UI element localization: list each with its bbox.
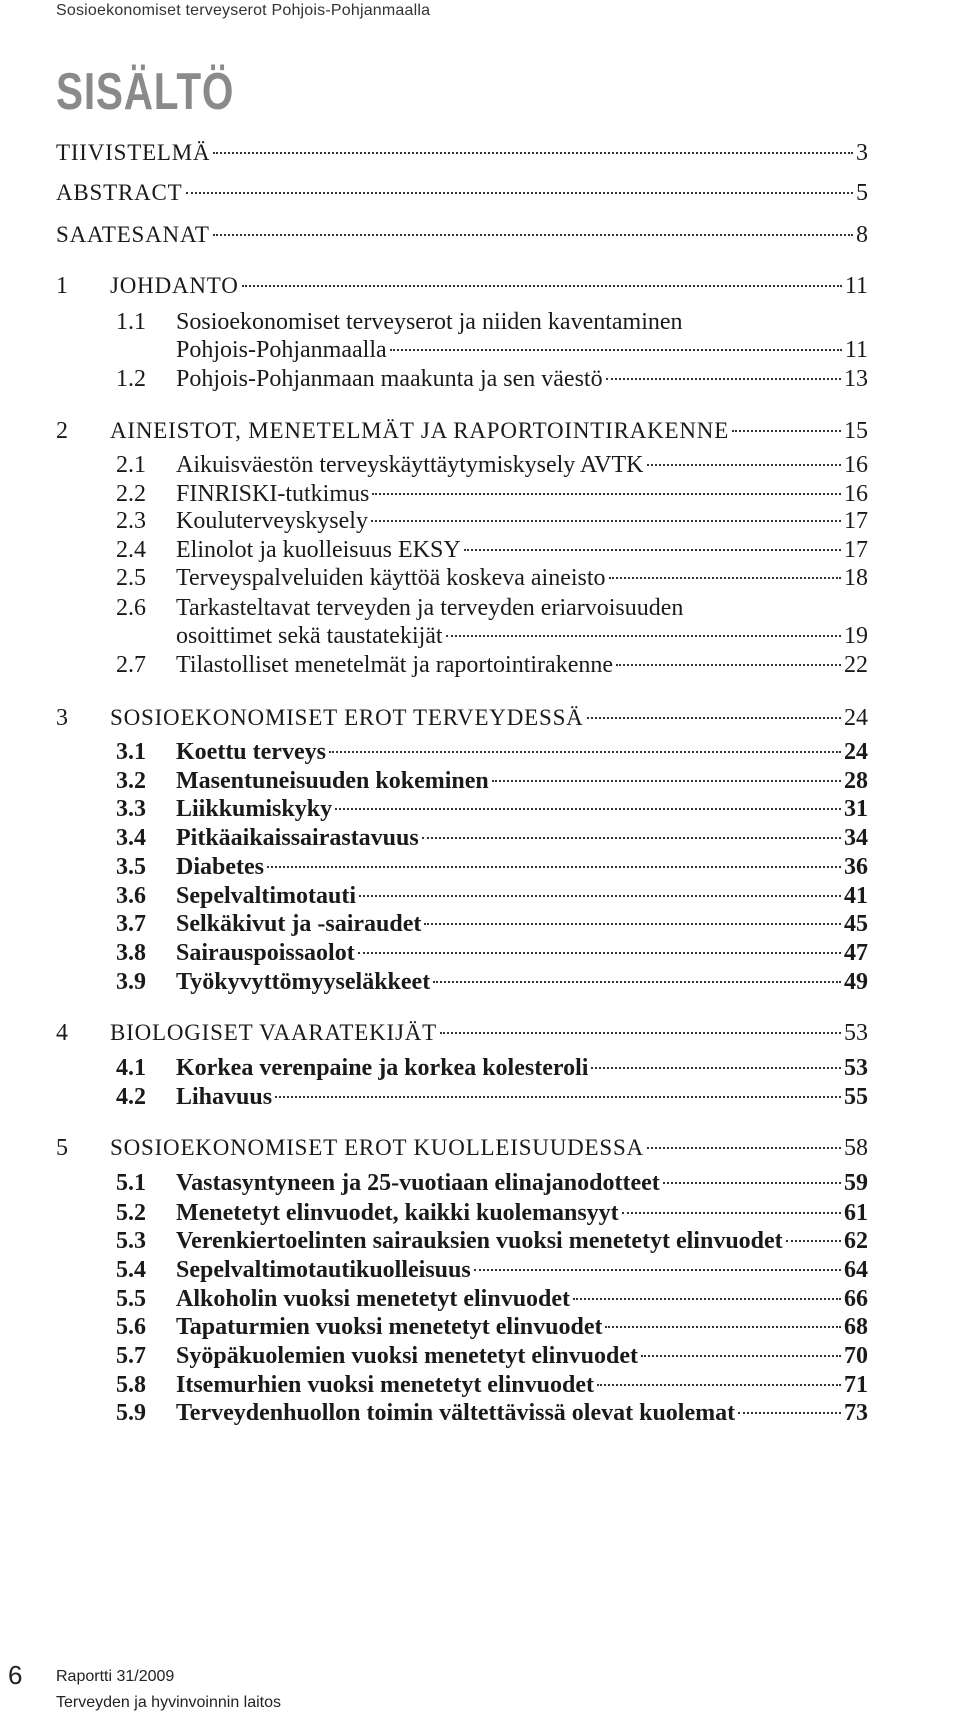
toc-entry-number: 5.1 [116, 1170, 146, 1196]
toc-entry-title: Sepelvaltimotauti [176, 883, 356, 909]
toc-entry-title: Sairauspoissaolot [176, 940, 355, 966]
toc-entry-title: Selkäkivut ja -sairaudet [176, 911, 422, 937]
toc-entry-number: 2.2 [116, 481, 146, 507]
dot-leader [329, 751, 841, 753]
toc-entry[interactable] [0, 966, 960, 998]
toc-entry[interactable] [0, 219, 960, 251]
toc-entry[interactable] [0, 177, 960, 209]
dot-leader [267, 866, 841, 868]
toc-entry-page: 17 [844, 537, 868, 563]
dot-leader [573, 1298, 841, 1300]
toc-entry-title: Alkoholin vuoksi menetetyt elinvuodet [176, 1286, 571, 1312]
dot-leader [390, 349, 842, 351]
toc-entry-page: 18 [844, 565, 868, 591]
toc-entry-page: 53 [844, 1020, 868, 1046]
toc-entry-page: 3 [856, 140, 868, 166]
toc-entry-page: 34 [844, 825, 868, 851]
dot-leader [474, 1269, 841, 1271]
toc-entry-title: Työkyvyttömyyseläkkeet [176, 969, 431, 995]
toc-entry-number: 2.1 [116, 452, 146, 478]
toc-entry-title: Itsemurhien vuoksi menetetyt elinvuodet [176, 1372, 594, 1398]
toc-entry-page: 17 [844, 508, 868, 534]
toc-entry-number: 5.3 [116, 1228, 146, 1254]
toc-entry-page: 53 [844, 1055, 868, 1081]
toc-entry-title: Syöpäkuolemien vuoksi menetetyt elinvuodet [176, 1343, 639, 1369]
toc-entry-number: 4 [56, 1020, 68, 1046]
toc-entry-title: BIOLOGISET VAARATEKIJÄT [110, 1020, 437, 1045]
toc-entry-page: 24 [844, 739, 868, 765]
toc-entry[interactable] [0, 1081, 960, 1113]
toc-entry-page: 68 [844, 1314, 868, 1340]
toc-entry-number: 3 [56, 705, 68, 731]
toc-entry[interactable] [0, 822, 960, 854]
dot-leader [597, 1384, 841, 1386]
toc-entry[interactable] [0, 415, 960, 447]
toc-entry-number: 5.4 [116, 1257, 146, 1283]
dot-leader [647, 464, 841, 466]
toc-entry[interactable] [0, 334, 960, 366]
toc-entry-title: JOHDANTO [110, 273, 239, 298]
dot-leader [606, 378, 841, 380]
dot-leader [359, 895, 841, 897]
toc-entry[interactable] [0, 1311, 960, 1343]
toc-entry-page: 16 [844, 452, 868, 478]
dot-leader [242, 285, 842, 287]
page-title: SISÄLTÖ [56, 63, 235, 121]
dot-leader [372, 493, 841, 495]
toc-entry-title: Aikuisväestön terveyskäyttäytymiskysely AVTK [176, 452, 644, 478]
toc-entry-number: 3.2 [116, 768, 146, 794]
toc-entry-number: 2.7 [116, 652, 146, 678]
toc-entry-page: 49 [844, 969, 868, 995]
dot-leader [492, 780, 841, 782]
toc-entry-page: 15 [844, 418, 868, 444]
toc-entry-title: FINRISKI-tutkimus [176, 481, 370, 507]
toc-entry-number: 3.3 [116, 796, 146, 822]
toc-entry-title: SAATESANAT [56, 222, 210, 247]
toc-entry-title: SOSIOEKONOMISET EROT TERVEYDESSÄ [110, 705, 584, 730]
toc-entry-title: Terveyspalveluiden käyttöä koskeva aineisto [176, 565, 606, 591]
toc-entry-number: 5.9 [116, 1400, 146, 1426]
toc-entry-title: Tarkasteltavat terveyden ja terveyden eriarvoisuuden [176, 595, 684, 621]
toc-entry-number: 2.4 [116, 537, 146, 563]
toc-entry-page: 71 [844, 1372, 868, 1398]
toc-entry-title: osoittimet sekä taustatekijät [176, 623, 443, 649]
toc-entry-title: AINEISTOT, MENETELMÄT JA RAPORTOINTIRAKENNE [110, 418, 730, 443]
toc-entry-title: Korkea verenpaine ja korkea kolesteroli [176, 1055, 589, 1081]
toc-entry-number: 2.5 [116, 565, 146, 591]
dot-leader [186, 192, 853, 194]
dot-leader [358, 952, 841, 954]
toc-entry-number: 1.1 [116, 309, 146, 335]
toc-entry-title: Menetetyt elinvuodet, kaikki kuolemansyyt [176, 1200, 619, 1226]
toc-entry-title: Tapaturmien vuoksi menetetyt elinvuodet [176, 1314, 603, 1340]
toc-entry-page: 24 [844, 705, 868, 731]
toc-entry-number: 5.6 [116, 1314, 146, 1340]
toc-entry-number: 5.7 [116, 1343, 146, 1369]
toc-entry-page: 13 [844, 366, 868, 392]
dot-leader [622, 1212, 841, 1214]
toc-entry[interactable] [0, 1254, 960, 1286]
toc-entry[interactable] [0, 1225, 960, 1257]
toc-entry-page: 61 [844, 1200, 868, 1226]
toc-entry-number: 1.2 [116, 366, 146, 392]
toc-entry-page: 62 [844, 1228, 868, 1254]
toc-entry[interactable] [0, 908, 960, 940]
toc-entry-page: 47 [844, 940, 868, 966]
toc-entry-page: 55 [844, 1084, 868, 1110]
toc-entry-number: 3.9 [116, 969, 146, 995]
toc-entry-page: 36 [844, 854, 868, 880]
toc-entry-page: 73 [844, 1400, 868, 1426]
toc-entry-number: 2.3 [116, 508, 146, 534]
page-number: 6 [8, 1660, 23, 1690]
dot-leader [213, 234, 853, 236]
toc-entry-number: 5.2 [116, 1200, 146, 1226]
toc-entry-number: 5.8 [116, 1372, 146, 1398]
toc-entry-page: 19 [844, 623, 868, 649]
toc-entry[interactable] [0, 1397, 960, 1429]
toc-entry[interactable] [0, 1167, 960, 1199]
toc-entry-title: Lihavuus [176, 1084, 273, 1110]
toc-entry-title: Terveydenhuollon toimin vältettävissä olevat kuolemat [176, 1400, 736, 1426]
dot-leader [641, 1355, 841, 1357]
toc-entry-page: 5 [856, 180, 868, 206]
dot-leader [446, 635, 841, 637]
toc-entry[interactable] [0, 505, 960, 537]
toc-entry-number: 2.6 [116, 595, 146, 621]
toc-entry-title: Kouluterveyskysely [176, 508, 368, 534]
toc-entry-number: 5 [56, 1135, 68, 1161]
dot-leader [424, 923, 841, 925]
toc-entry-number: 3.7 [116, 911, 146, 937]
toc-entry-number: 4.1 [116, 1055, 146, 1081]
toc-entry[interactable] [0, 1132, 960, 1164]
toc-entry[interactable] [0, 620, 960, 652]
toc-entry-title: Sosioekonomiset terveyserot ja niiden kaventaminen [176, 309, 683, 335]
dot-leader [786, 1240, 841, 1242]
toc-entry-number: 3.1 [116, 739, 146, 765]
toc-entry-number: 4.2 [116, 1084, 146, 1110]
toc-entry-number: 3.4 [116, 825, 146, 851]
dot-leader [663, 1182, 841, 1184]
toc-entry-title: Pohjois-Pohjanmaan maakunta ja sen väestö [176, 366, 603, 392]
toc-entry-page: 66 [844, 1286, 868, 1312]
toc-entry[interactable] [0, 562, 960, 594]
toc-entry-title: Liikkumiskyky [176, 796, 333, 822]
toc-entry-page: 11 [844, 273, 868, 299]
toc-entry[interactable] [0, 270, 960, 302]
dot-leader [464, 549, 841, 551]
report-number: Raportti 31/2009 [56, 1668, 175, 1685]
dot-leader [738, 1412, 841, 1414]
toc-entry-title: Vastasyntyneen ja 25-vuotiaan elinajanodotteet [176, 1170, 660, 1196]
dot-leader [213, 152, 853, 154]
toc-entry-title: Pohjois-Pohjanmaalla [176, 337, 387, 363]
toc-entry-number: 5.5 [116, 1286, 146, 1312]
publisher-name: Terveyden ja hyvinvoinnin laitos [56, 1694, 282, 1711]
toc-entry-title: SOSIOEKONOMISET EROT KUOLLEISUUDESSA [110, 1135, 644, 1160]
dot-leader [732, 430, 841, 432]
toc-entry-title: Diabetes [176, 854, 264, 880]
toc-entry[interactable] [0, 1017, 960, 1049]
toc-entry-number: 1 [56, 273, 68, 299]
toc-entry[interactable] [0, 851, 960, 883]
dot-leader [275, 1096, 841, 1098]
toc-entry-title: Sepelvaltimotautikuolleisuus [176, 1257, 471, 1283]
toc-entry-page: 41 [844, 883, 868, 909]
dot-leader [335, 808, 841, 810]
toc-entry-title: Koettu terveys [176, 739, 326, 765]
dot-leader [609, 577, 841, 579]
dot-leader [433, 981, 841, 983]
running-header: Sosioekonomiset terveyserot Pohjois-Pohjanmaalla [56, 2, 431, 19]
toc-entry[interactable] [0, 449, 960, 481]
toc-entry-page: 59 [844, 1170, 868, 1196]
toc-entry-number: 2 [56, 418, 68, 444]
toc-entry[interactable] [0, 736, 960, 768]
toc-entry-title: Pitkäaikaissairastavuus [176, 825, 419, 851]
toc-entry-number: 3.5 [116, 854, 146, 880]
toc-entry-number: 3.6 [116, 883, 146, 909]
toc-entry-page: 11 [844, 337, 868, 363]
toc-entry[interactable] [0, 137, 960, 169]
toc-entry-title: TIIVISTELMÄ [56, 140, 211, 165]
toc-entry-title: Verenkiertoelinten sairauksien vuoksi menetetyt elinvuodet [176, 1228, 783, 1254]
toc-entry[interactable] [0, 363, 960, 395]
toc-entry[interactable] [0, 793, 960, 825]
toc-entry-page: 28 [844, 768, 868, 794]
toc-entry-title: Masentuneisuuden kokeminen [176, 768, 489, 794]
toc-entry-title: Tilastolliset menetelmät ja raportointirakenne [176, 652, 614, 678]
toc-entry[interactable] [0, 649, 960, 681]
toc-entry-number: 3.8 [116, 940, 146, 966]
dot-leader [647, 1147, 841, 1149]
toc-entry-page: 58 [844, 1135, 868, 1161]
toc-entry-title: ABSTRACT [56, 180, 183, 205]
dot-leader [440, 1032, 841, 1034]
toc-entry[interactable] [0, 1052, 960, 1084]
dot-leader [605, 1326, 841, 1328]
toc-entry-page: 64 [844, 1257, 868, 1283]
toc-entry-page: 16 [844, 481, 868, 507]
dot-leader [422, 837, 841, 839]
toc-entry[interactable] [0, 937, 960, 969]
dot-leader [616, 664, 841, 666]
toc-entry[interactable] [0, 1340, 960, 1372]
toc-entry[interactable] [0, 702, 960, 734]
toc-entry-page: 8 [856, 222, 868, 248]
toc-entry-page: 22 [844, 652, 868, 678]
dot-leader [587, 717, 841, 719]
dot-leader [591, 1067, 841, 1069]
toc-entry-title: Elinolot ja kuolleisuus EKSY [176, 537, 461, 563]
toc-entry-page: 45 [844, 911, 868, 937]
toc-entry-page: 31 [844, 796, 868, 822]
dot-leader [371, 520, 841, 522]
toc-entry-page: 70 [844, 1343, 868, 1369]
